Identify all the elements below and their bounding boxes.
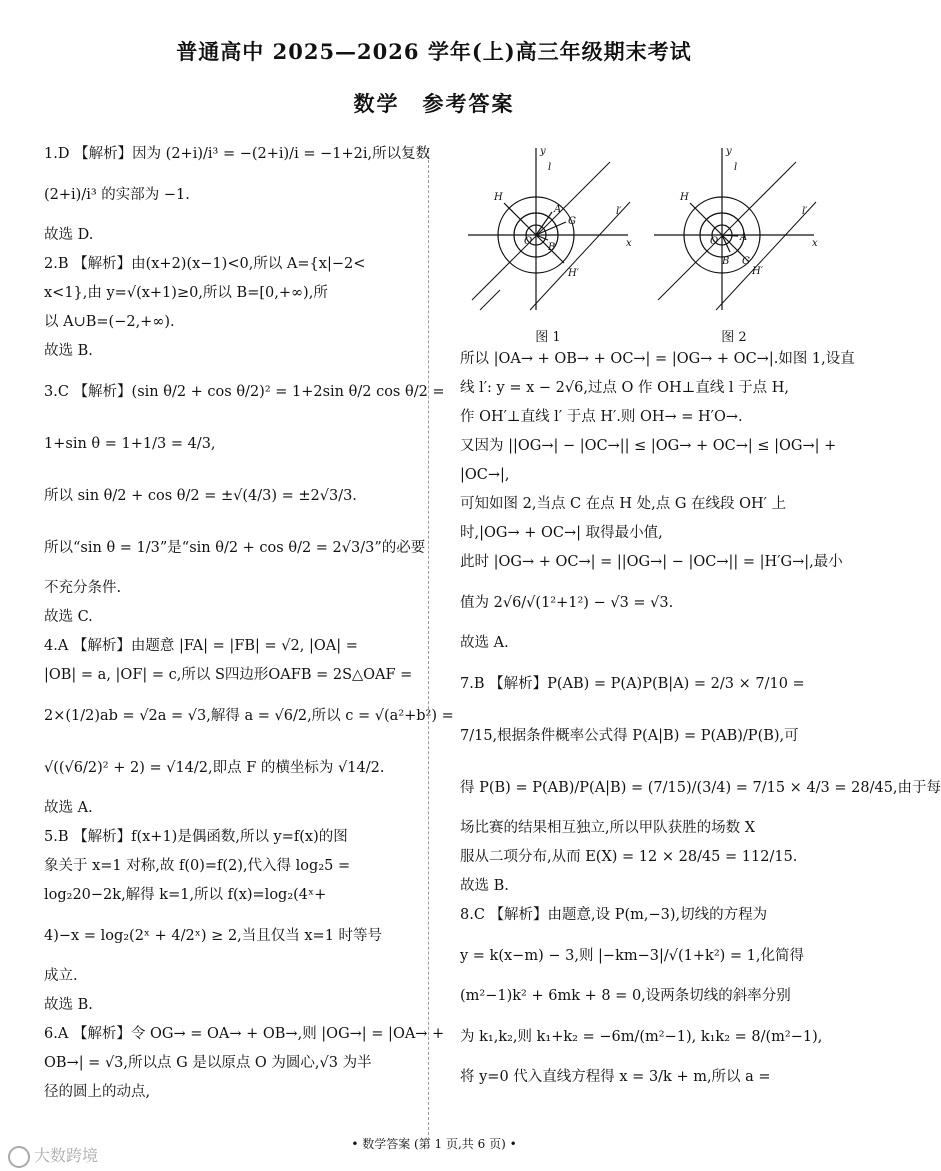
- answer-line: 2.B 【解析】由(x+2)(x−1)<0,所以 A={x|−2<: [44, 256, 366, 272]
- svg-text:l′: l′: [616, 206, 622, 217]
- svg-text:B: B: [548, 242, 556, 253]
- answer-line: log₂20−2k,解得 k=1,所以 f(x)=log₂(4ˣ+: [44, 887, 327, 903]
- answer-line: 时,|OG→ + OC→| 取得最小值,: [460, 525, 663, 541]
- answer-line: 1+sin θ = 1+1/3 = 4/3,: [44, 436, 216, 452]
- answer-line: 线 l′: y = x − 2√6,过点 O 作 OH⊥直线 l 于点 H,: [460, 380, 790, 396]
- svg-text:H: H: [680, 192, 689, 203]
- answer-line: 又因为 ||OG→| − |OC→|| ≤ |OG→ + OC→| ≤ |OG→| +: [460, 438, 837, 454]
- figures: [460, 140, 832, 345]
- answer-line: 不充分条件.: [44, 580, 122, 596]
- watermark: [8, 1143, 98, 1168]
- page-subtitle: 数学 参考答案: [353, 91, 515, 116]
- svg-text:x: x: [812, 238, 818, 249]
- answer-line: 故选 B.: [44, 343, 93, 359]
- svg-text:O: O: [710, 236, 719, 247]
- answer-line: OB→| = √3,所以点 G 是以原点 O 为圆心,√3 为半: [44, 1055, 372, 1071]
- svg-text:l: l: [734, 162, 738, 173]
- answer-line: 4)−x = log₂(2ˣ + 4/2ˣ) ≥ 2,当且仅当 x=1 时等号: [44, 928, 383, 944]
- svg-text:H′: H′: [752, 266, 763, 277]
- answer-line: 所以 sin θ/2 + cos θ/2 = ±√(4/3) = ±2√3/3.: [44, 488, 357, 504]
- svg-text:l: l: [548, 162, 552, 173]
- left-column: [44, 140, 454, 1107]
- answer-line: 6.A 【解析】令 OG→ = OA→ + OB→,则 |OG→| = |OA→ +: [44, 1026, 445, 1042]
- page-title: 普通高中 2025—2026 学年(上)高三年级期末考试: [176, 39, 692, 64]
- figure-2-diagram: [646, 140, 822, 320]
- answer-line: x<1},由 y=√(x+1)≥0,所以 B=[0,+∞),所: [44, 285, 328, 301]
- svg-text:O: O: [524, 236, 533, 247]
- answer-line: 象关于 x=1 对称,故 f(0)=f(2),代入得 log₂5 =: [44, 858, 351, 874]
- answer-line: 7/15,根据条件概率公式得 P(A|B) = P(AB)/P(B),可: [460, 728, 799, 744]
- answer-line: (2+i)/i³ 的实部为 −1.: [44, 187, 190, 203]
- answer-line: 场比赛的结果相互独立,所以甲队获胜的场数 X: [460, 820, 756, 836]
- svg-text:H: H: [494, 192, 503, 203]
- answer-line: 径的圆上的动点,: [44, 1084, 151, 1100]
- answer-line: 1.D 【解析】因为 (2+i)/i³ = −(2+i)/i = −1+2i,所以复数: [44, 146, 431, 162]
- svg-text:G: G: [742, 256, 750, 267]
- answer-line: 故选 A.: [460, 635, 509, 651]
- answer-line: 作 OH′⊥直线 l′ 于点 H′.则 OH→ = H′O→.: [460, 409, 743, 425]
- answer-line: 所以“sin θ = 1/3”是“sin θ/2 + cos θ/2 = 2√3/3”的必要: [44, 540, 426, 556]
- answer-line: 此时 |OG→ + OC→| = ||OG→| − |OC→|| = |H′G→|,最小: [460, 554, 843, 570]
- answer-line: y = k(x−m) − 3,则 |−km−3|/√(1+k²) = 1,化简得: [460, 948, 804, 964]
- answer-line: 将 y=0 代入直线方程得 x = 3/k + m,所以 a =: [460, 1069, 771, 1085]
- figure-2-caption: 图 2: [721, 330, 747, 345]
- answer-line: 8.C 【解析】由题意,设 P(m,−3),切线的方程为: [460, 907, 768, 923]
- answer-line: 故选 B.: [44, 997, 93, 1013]
- answer-line: 5.B 【解析】f(x+1)是偶函数,所以 y=f(x)的图: [44, 829, 348, 845]
- answer-line: (m²−1)k² + 6mk + 8 = 0,设两条切线的斜率分别: [460, 988, 791, 1004]
- right-column: [460, 345, 941, 1092]
- svg-text:y: y: [726, 146, 732, 157]
- svg-text:l′: l′: [802, 206, 808, 217]
- answer-line: 以 A∪B=(−2,+∞).: [44, 314, 175, 330]
- answer-line: |OB| = a, |OF| = c,所以 S四边形OAFB = 2S△OAF =: [44, 667, 413, 683]
- figure-1-diagram: [460, 140, 636, 320]
- svg-text:G: G: [568, 216, 576, 227]
- answer-line: 值为 2√6/√(1²+1²) − √3 = √3.: [460, 595, 674, 611]
- answer-line: 所以 |OA→ + OB→ + OC→| = |OG→ + OC→|.如图 1,设直: [460, 351, 855, 367]
- answer-line: 故选 A.: [44, 800, 93, 816]
- figure-1: [460, 140, 636, 345]
- svg-text:A: A: [554, 204, 562, 215]
- svg-text:H′: H′: [568, 268, 579, 279]
- answer-line: 7.B 【解析】P(AB) = P(A)P(B|A) = 2/3 × 7/10 =: [460, 676, 805, 692]
- answer-line: √((√6/2)² + 2) = √14/2,即点 F 的横坐标为 √14/2.: [44, 760, 385, 776]
- svg-text:B: B: [722, 256, 730, 267]
- svg-text:y: y: [540, 146, 546, 157]
- answer-line: 3.C 【解析】(sin θ/2 + cos θ/2)² = 1+2sin θ/2 cos θ/2 =: [44, 384, 445, 400]
- figure-1-caption: 图 1: [535, 330, 561, 345]
- svg-text:x: x: [626, 238, 632, 249]
- answer-line: 可知如图 2,当点 C 在点 H 处,点 G 在线段 OH′ 上: [460, 496, 787, 512]
- watermark-text: 大数跨境: [34, 1146, 99, 1165]
- answer-line: 故选 C.: [44, 609, 93, 625]
- svg-text:A: A: [740, 232, 748, 243]
- figure-2: [646, 140, 822, 345]
- answer-line: 故选 D.: [44, 227, 94, 243]
- answer-line: 4.A 【解析】由题意 |FA| = |FB| = √2, |OA| =: [44, 638, 358, 654]
- watermark-logo-icon: [8, 1146, 30, 1168]
- answer-line: 故选 B.: [460, 878, 509, 894]
- answer-line: 成立.: [44, 968, 78, 984]
- answer-line: 得 P(B) = P(AB)/P(A|B) = (7/15)/(3/4) = 7/15 × 4/3 = 28/45,由于每: [460, 780, 941, 796]
- page-footer: • 数学答案 (第 1 页,共 6 页) •: [351, 1137, 517, 1151]
- answer-line: 2×(1/2)ab = √2a = √3,解得 a = √6/2,所以 c = √(a²+b²) =: [44, 708, 454, 724]
- answer-line: |OC→|,: [460, 467, 510, 483]
- answer-line: 服从二项分布,从而 E(X) = 12 × 28/45 = 112/15.: [460, 849, 798, 865]
- answer-line: 为 k₁,k₂,则 k₁+k₂ = −6m/(m²−1), k₁k₂ = 8/(m²−1),: [460, 1029, 823, 1045]
- column-divider: [428, 150, 429, 1140]
